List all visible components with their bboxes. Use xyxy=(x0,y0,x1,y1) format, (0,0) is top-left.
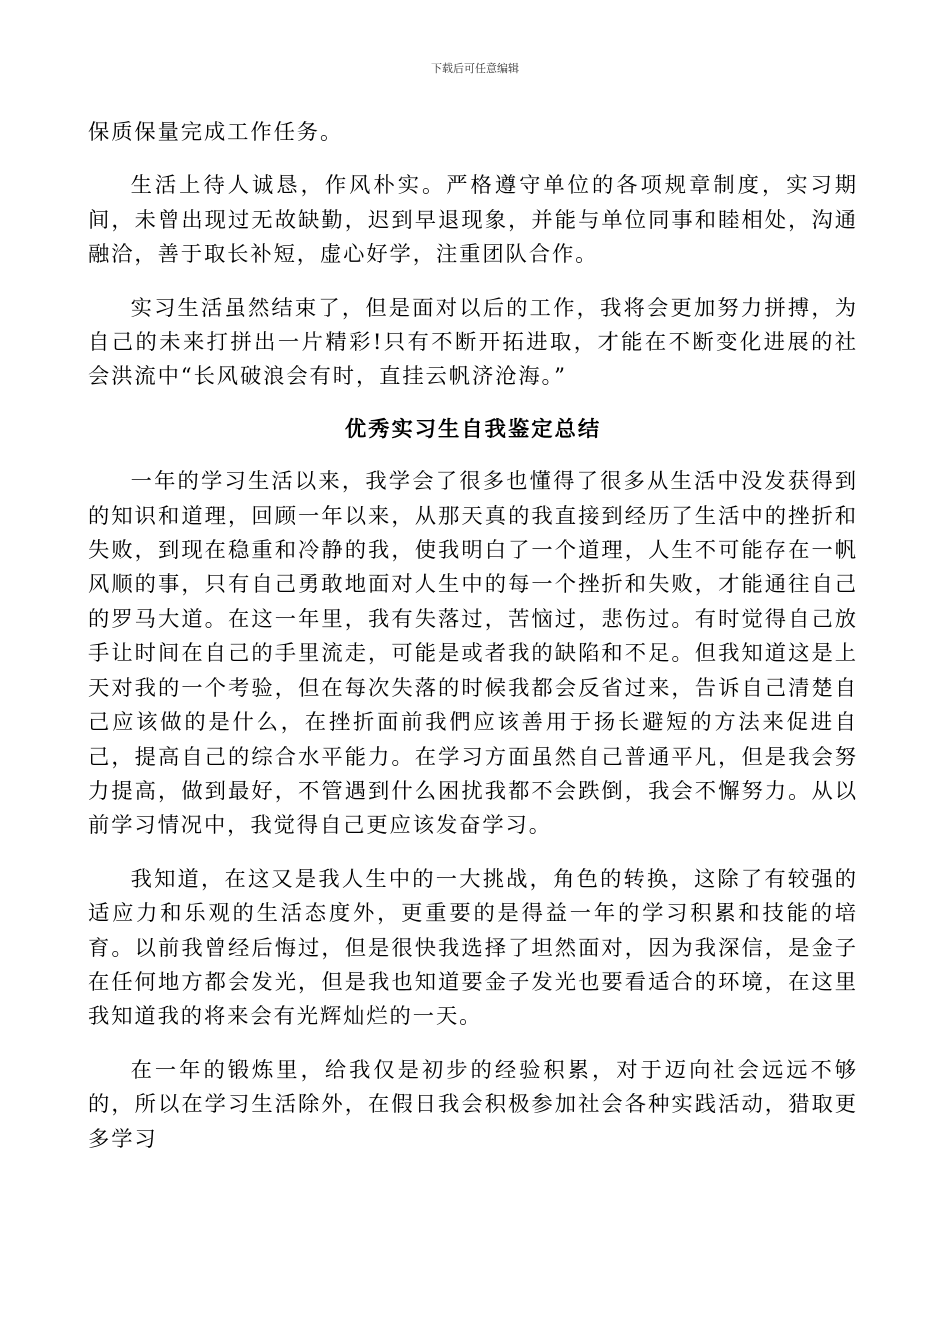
page-header: 下载后可任意编辑 xyxy=(431,62,519,75)
paragraph-continuation: 保质保量完成工作任务。 xyxy=(88,120,344,145)
paragraph-challenge: 我知道，在这又是我人生中的一大挑战，角色的转换，这除了有较强的适应力和乐观的生活态度外，更重要的是得益一年的学习积累和技能的培育。以前我曾经后悔过，但是很快我选择了坦然面对，因为我深信，是金子在任何地方都会发光，但是我也知道要金子发光也要看适合的环境，在这里我知道我的将来会有光辉灿烂的一天。 xyxy=(88,866,858,1030)
paragraph-outlook: 实习生活虽然结束了，但是面对以后的工作，我将会更加努力拼搏，为自己的未来打拼出一片精彩!只有不断开拓进取，才能在不断变化进展的社会洪流中“长风破浪会有时，直挂云帆济沧海。” xyxy=(88,295,858,390)
paragraph-practice: 在一年的锻炼里，给我仅是初步的经验积累，对于迈向社会远远不够的，所以在学习生活除外，在假日我会积极参加社会各种实践活动，猎取更多学习 xyxy=(88,1057,858,1152)
document-body xyxy=(88,116,858,1157)
paragraph-year-review: 一年的学习生活以来，我学会了很多也懂得了很多从生活中没发获得到的知识和道理，回顾一年以来，从那天真的我直接到经历了生活中的挫折和失败，到现在稳重和冷静的我，使我明白了一个道理，人生不可能存在一帆风顺的事，只有自己勇敢地面对人生中的每一个挫折和失败，才能通往自己的罗马大道。在这一年里，我有失落过，苦恼过，悲伤过。有时觉得自己放手让时间在自己的手里流走，可能是或者我的缺陷和不足。但我知道这是上天对我的一个考验，但在每次失落的时候我都会反省过来，告诉自己清楚自己应该做的是什么，在挫折面前我們应该善用于扬长避短的方法来促进自己，提高自己的综合水平能力。在学习方面虽然自己普通平凡，但是我会努力提高，做到最好，不管遇到什么困扰我都不会跌倒，我会不懈努力。从以前学习情况中，我觉得自己更应该发奋学习。 xyxy=(88,469,858,839)
paragraph-conduct: 生活上待人诚恳，作风朴实。严格遵守单位的各项规章制度，实习期间，未曾出现过无故缺勤，迟到早退现象，并能与单位同事和睦相处，沟通融洽，善于取长补短，虚心好学，注重团队合作。 xyxy=(88,173,858,268)
section-title: 优秀实习生自我鉴定总结 xyxy=(344,416,602,442)
